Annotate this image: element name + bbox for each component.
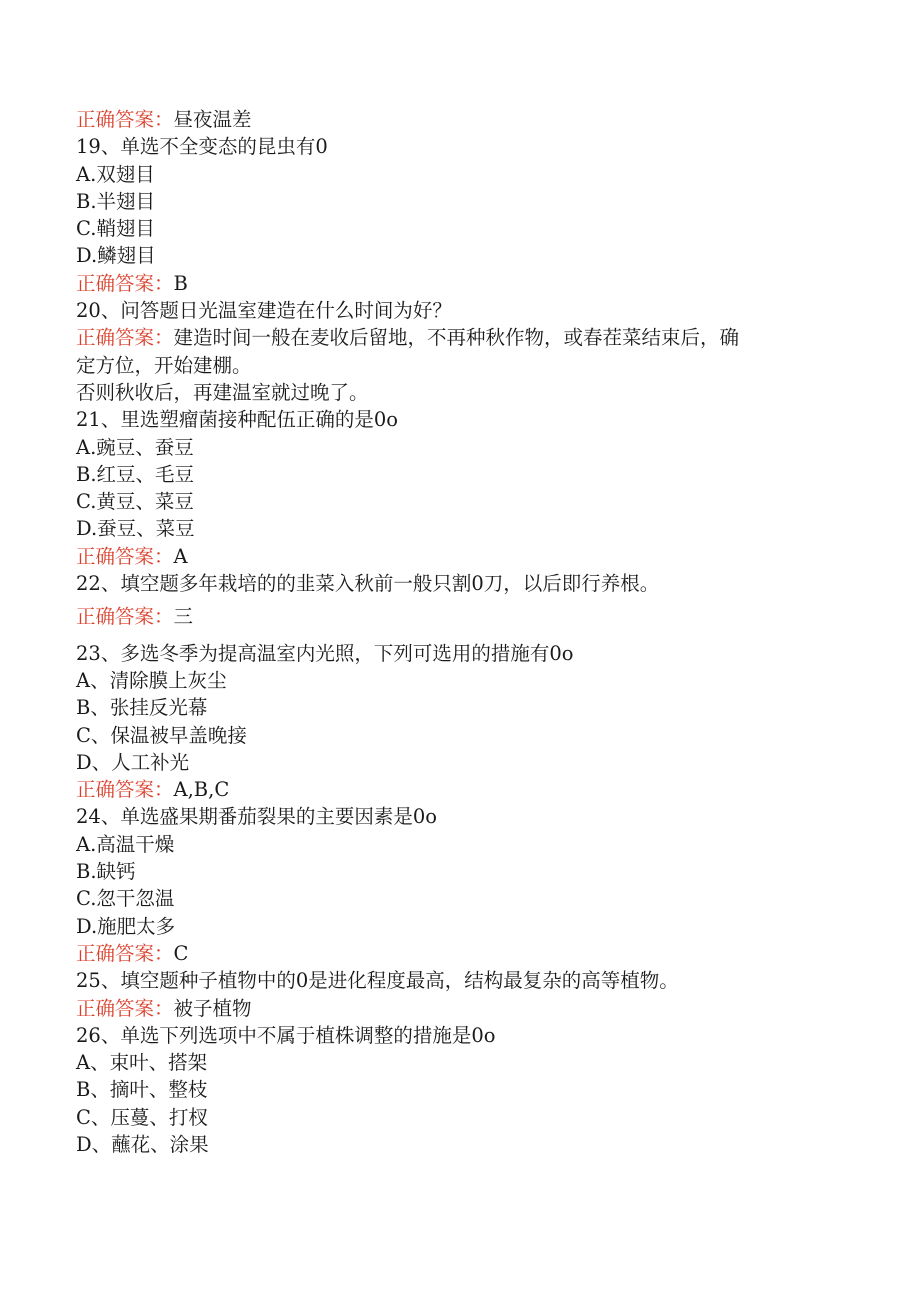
- text-line: 19、单选不全变态的昆虫有0: [76, 135, 328, 159]
- answer-value: A: [173, 544, 188, 568]
- answer-label: 正确答案：: [76, 108, 174, 131]
- answer-line: [76, 324, 836, 351]
- answer-line: [76, 270, 836, 297]
- document-page: [76, 106, 836, 1158]
- answer-label: 正确答案：: [76, 326, 174, 350]
- text-line: 21、里选塑瘤菌接种配伍正确的是0o: [76, 408, 398, 432]
- answer-value: A,B,C: [173, 778, 230, 802]
- text-line: A.豌豆、蚕豆: [76, 435, 194, 459]
- text-line: D、蘸花、涂果: [76, 1132, 209, 1156]
- text-line: 24、单选盛果期番茄裂果的主要因素是0o: [76, 805, 437, 829]
- text-line: A、束叶、搭架: [76, 1051, 208, 1075]
- answer-value: B: [173, 271, 188, 295]
- answer-line: [76, 776, 836, 803]
- answer-line: [76, 106, 836, 133]
- text-line: 26、单选下列选项中不属于植株调整的措施是0o: [76, 1023, 496, 1047]
- answer-value: 建造时间一般在麦收后留地，不再种秋作物，或春茬菜结束后，确: [173, 326, 740, 350]
- text-line: B、张挂反光幕: [76, 696, 208, 720]
- text-line: D.蚕豆、菜豆: [76, 517, 195, 541]
- text-line: 23、多选冬季为提高温室内光照，下列可选用的措施有0o: [76, 641, 574, 665]
- answer-value: 被子植物: [173, 996, 252, 1020]
- answer-line: [76, 995, 836, 1022]
- answer-value: C: [173, 941, 189, 965]
- answer-label: 正确答案：: [76, 544, 174, 568]
- answer-label: 正确答案：: [76, 271, 174, 295]
- text-line: B.红豆、毛豆: [76, 462, 195, 486]
- text-line: 20、问答题日光温室建造在什么时间为好？: [76, 299, 452, 323]
- text-line: 定方位，开始建棚。: [76, 353, 252, 377]
- answer-label: 正确答案：: [76, 941, 174, 965]
- text-line: D、人工补光: [76, 750, 190, 774]
- answer-line: [76, 940, 836, 967]
- text-line: C.忽干忽温: [76, 887, 175, 911]
- text-line: C.鞘翅目: [76, 217, 155, 241]
- text-line: 25、填空题种子植物中的0是进化程度最高，结构最复杂的高等植物。: [76, 969, 679, 993]
- text-line: C、保温被早盖晚接: [76, 723, 247, 747]
- text-line: C、压蔓、打杈: [76, 1105, 208, 1129]
- text-line: B.半翅目: [76, 189, 156, 213]
- text-line: D.鳞翅目: [76, 244, 156, 268]
- text-line: 否则秋收后，再建温室就过晚了。: [76, 380, 369, 404]
- text-line: D.施肥太多: [76, 914, 176, 938]
- text-line: B、摘叶、整枝: [76, 1078, 208, 1102]
- text-line: C.黄豆、菜豆: [76, 490, 194, 514]
- answer-line: [76, 603, 836, 630]
- answer-value: 三: [173, 605, 194, 629]
- answer-label: 正确答案：: [76, 996, 174, 1020]
- text-line: A.高温干燥: [76, 832, 175, 856]
- answer-label: 正确答案：: [76, 605, 174, 629]
- spacer: [76, 631, 836, 640]
- text-line: 22、填空题多年栽培的的韭菜入秋前一般只割0刀，以后即行养根。: [76, 572, 660, 596]
- answer-label: 正确答案：: [76, 778, 174, 802]
- text-line: A、清除膜上灰尘: [76, 668, 227, 692]
- text-line: B.缺钙: [76, 860, 136, 884]
- answer-line: [76, 543, 836, 570]
- text-line: A.双翅目: [76, 162, 155, 186]
- answer-value: 昼夜温差: [173, 108, 252, 131]
